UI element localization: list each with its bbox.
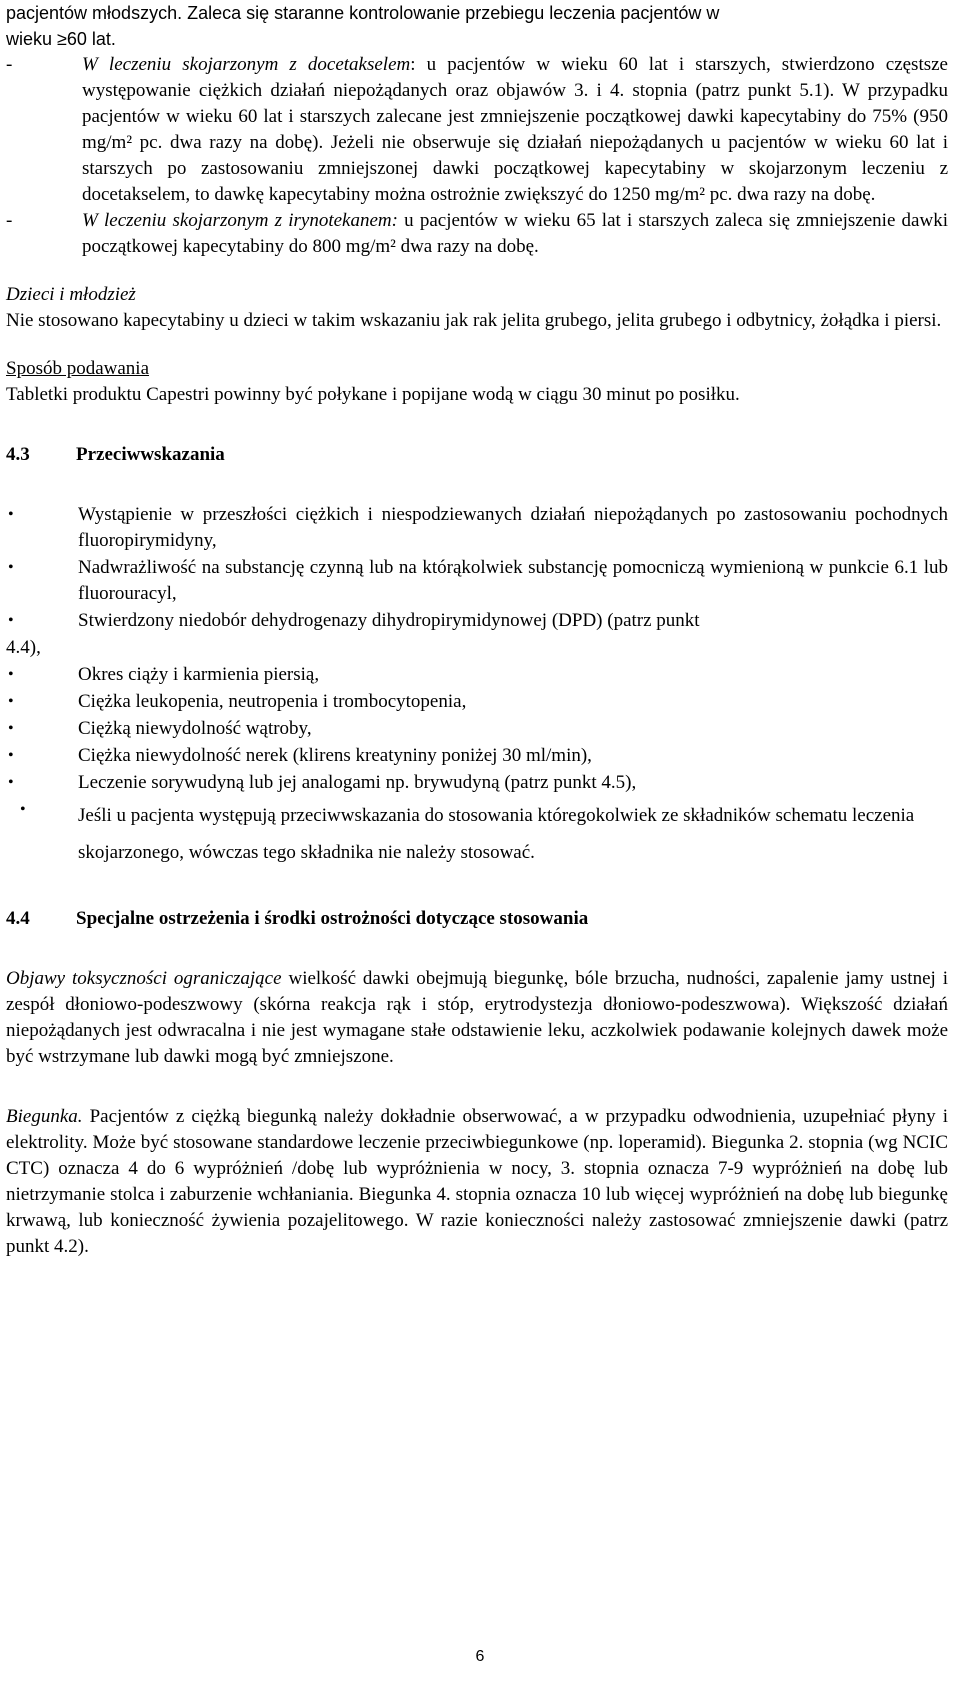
section-number: 4.3 [6,444,30,465]
bullet-icon: • [8,559,14,576]
bullet-icon: • [8,774,14,791]
list-item: • Ciężka leukopenia, neutropenia i trombocytopenia, [6,689,948,715]
intro-line: wieku ≥60 lat. [6,29,116,49]
list-item: • Ciężką niewydolność wątroby, [6,716,948,742]
dash-item-italic: W leczeniu skojarzonym z docetakselem [82,54,411,75]
bullet-icon: • [8,747,14,764]
list-item: • Ciężka niewydolność nerek (klirens kreatyniny poniżej 30 ml/min), [6,743,948,769]
section-4-3-heading [6,442,948,468]
section-title: Specjalne ostrzeżenia i środki ostrożności dotyczące stosowania [76,908,589,929]
dash-item-irinotecan [6,208,948,260]
toxicity-italic: Objawy toksyczności ograniczające [6,968,282,989]
bullet-icon: • [8,506,14,523]
list-item: • Stwierdzony niedobór dehydrogenazy dihydropirymidynowej (DPD) (patrz punkt [6,608,948,634]
administration-heading: Sposób podawania [6,358,150,379]
list-item: • Wystąpienie w przeszłości ciężkich i niespodziewanych działań niepożądanych po zastosowaniu pochodnych fluoropirymidyny, [6,502,948,554]
list-item-continuation: 4.4), [6,637,41,658]
contraindications-list [6,502,948,871]
diarrhoea-italic: Biegunka. [6,1106,83,1127]
list-item: • Leczenie sorywudyną lub jej analogami np. brywudyną (patrz punkt 4.5), [6,770,948,796]
bullet-icon: • [8,666,14,683]
list-item: • Jeśli u pacjenta występują przeciwwskazania do stosowania któregokolwiek ze składników schematu leczenia skojarzonego, wówczas tego składnika nie należy stosować. [6,797,948,871]
bullet-icon: • [8,693,14,710]
section-4-4-heading [6,906,948,932]
bullet-icon: • [20,801,26,818]
bullet-icon: • [8,612,14,629]
diarrhoea-paragraph [6,1104,948,1260]
children-heading: Dzieci i młodzież [6,284,136,305]
bullet-icon: • [8,720,14,737]
toxicity-paragraph [6,966,948,1070]
administration-text: Tabletki produktu Capestri powinny być połykane i popijane wodą w ciągu 30 minut po posiłku. [6,384,740,405]
section-title: Przeciwwskazania [76,444,225,465]
list-item: • Okres ciąży i karmienia piersią, [6,662,948,688]
dash-mark: - [6,210,13,231]
section-number: 4.4 [6,908,30,929]
toxicity-text: wielkość dawki obejmują biegunkę, bóle brzucha, nudności, zapalenie jamy ustnej i zespół dłoniowo-podeszwowy (skórna reakcja rąk i stóp, erytrodystezja dłoniowo-podeszwowa). Większość działań niepożądanych jest odwracalna i nie jest wymagane stałe odstawienie leku, aczkolwiek podawanie kolejnych dawek może być wstrzymane lub dawki mogą być zmniejszone. [6,968,948,1067]
dash-item-text: u pacjentów w wieku 65 lat i starszych zaleca się zmniejszenie dawki początkowej kapecytabiny do 800 mg/m² dwa razy na dobę. [82,210,948,257]
list-item: • Nadwrażliwość na substancję czynną lub na którąkolwiek substancję pomocniczą wymienioną w punkcie 6.1 lub fluorouracyl, [6,555,948,607]
intro-paragraph [6,0,948,52]
page-number: 6 [475,1648,485,1665]
diarrhoea-text: Pacjentów z ciężką biegunką należy dokładnie obserwować, a w przypadku odwodnienia, uzupełniać płyny i elektrolity. Może być stosowane standardowe leczenie przeciwbiegunkowe (np. loperamid). Biegunka 2. stopnia (wg NCIC CTC) oznacza 4 do 6 wypróżnień /dobę lub wypróżnienia w nocy, 3. stopnia oznacza 7-9 wypróżnień na dobę lub nietrzymanie stolca i zaburzenie wchłaniania. Biegunka 4. stopnia oznacza 10 lub więcej wypróżnień na dobę lub biegunkę krwawą, lub konieczność żywienia pozajelitowego. W razie konieczności należy zastosować zmniejszenie dawki (patrz punkt 4.2). [6,1106,948,1257]
dash-item-italic: W leczeniu skojarzonym z irynotekanem: [82,210,398,231]
dash-item-docetaxel [6,52,948,208]
dash-item-text: : u pacjentów w wieku 60 lat i starszych, stwierdzono częstsze występowanie ciężkich działań niepożądanych oraz objawów 3. i 4. stopnia (patrz punkt 5.1). W przypadku pacjentów w wieku 60 lat i starszych zalecane jest zmniejszenie początkowej dawki kapecytabiny do 75% (950 mg/m² pc. dwa razy na dobę). Jeżeli nie obserwuje się działań niepożądanych u pacjentów w wieku 60 lat i starszych po zastosowaniu zmniejszonej dawki początkowej kapecytabiny w skojarzonym leczeniu z docetakselem, to dawkę kapecytabiny można ostrożnie zwiększyć do 1250 mg/m² pc. dwa razy na dobę. [82,54,948,205]
intro-line: pacjentów młodszych. Zaleca się staranne kontrolowanie przebiegu leczenia pacjentów w [6,3,720,23]
children-text: Nie stosowano kapecytabiny u dzieci w takim wskazaniu jak rak jelita grubego, jelita grubego i odbytnicy, żołądka i piersi. [6,310,942,331]
dash-mark: - [6,54,13,75]
